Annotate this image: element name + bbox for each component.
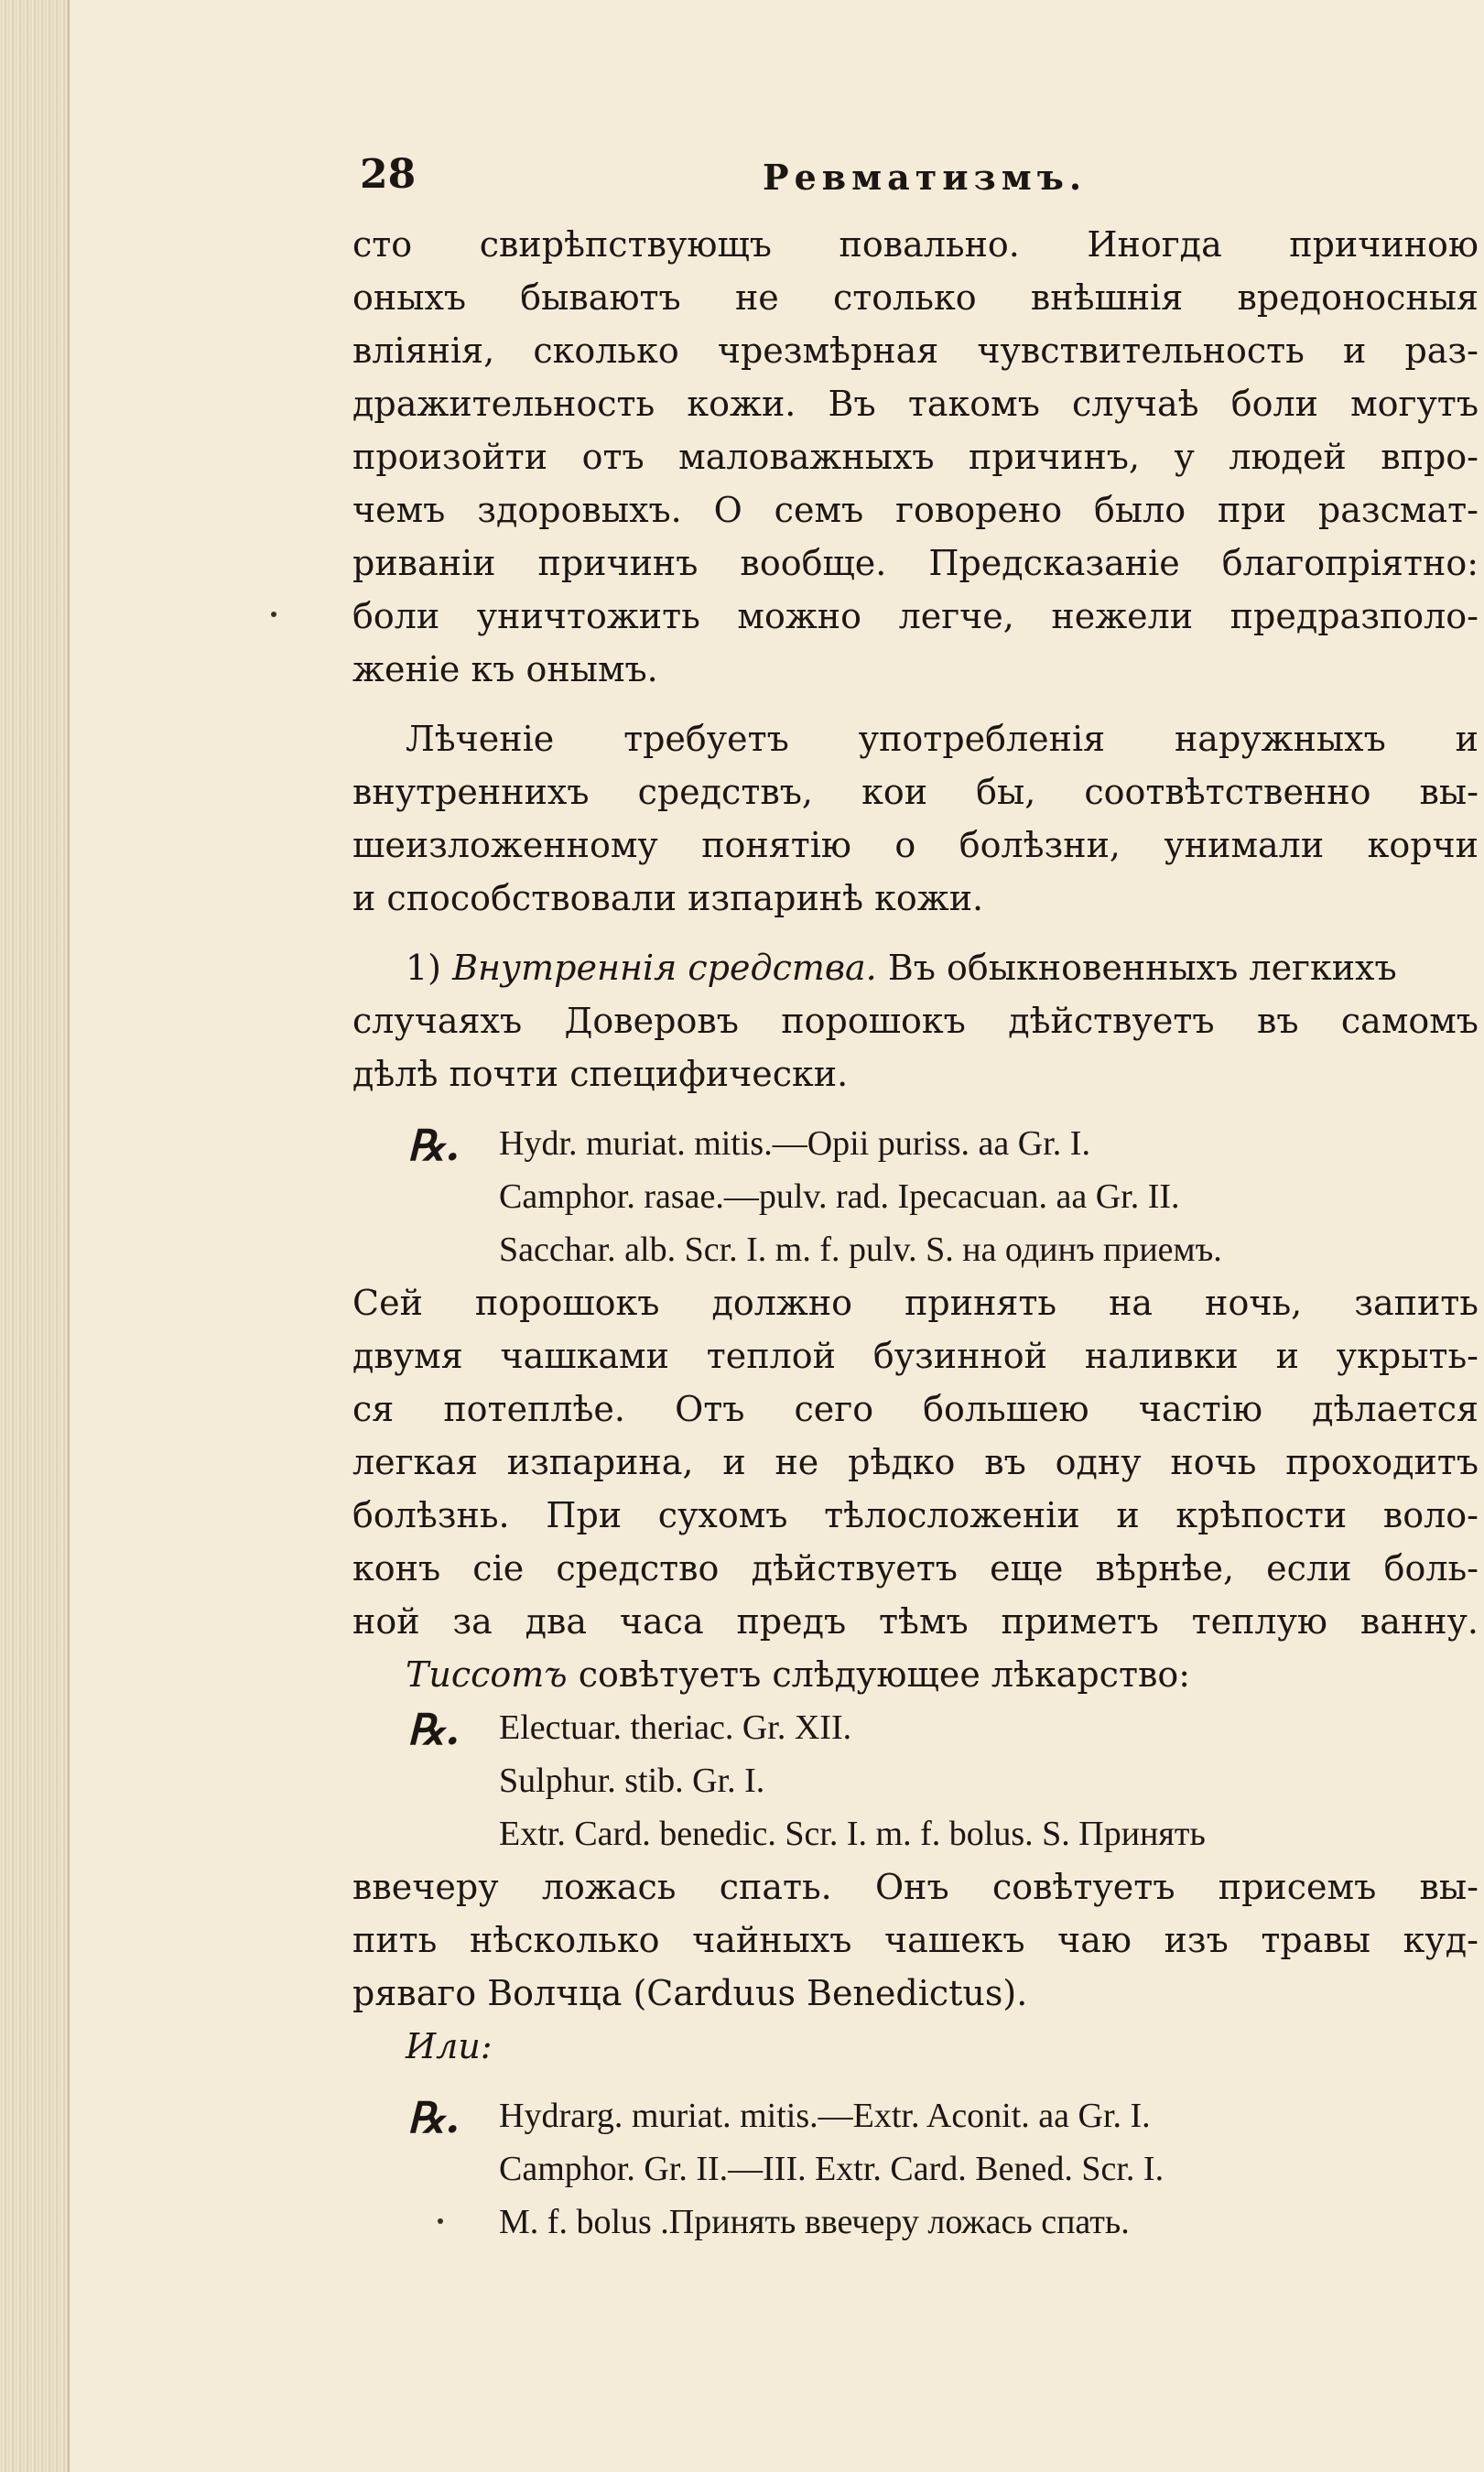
text-line: произойти отъ маловажныхъ причинъ, у людей впро- xyxy=(352,437,1479,477)
recipe-text: Camphor. Gr. II.—III. Extr. Card. Bened. Scr. I. xyxy=(499,2150,1164,2188)
text-line: ся потеплѣе. Отъ сего большею частію дѣлается xyxy=(352,1389,1479,1429)
text-line: ввечеру ложась спать. Онъ совѣтуетъ присемъ вы- xyxy=(352,1867,1479,1907)
ink-speck xyxy=(271,612,276,617)
text-line: и способствовали изпаринѣ кожи. xyxy=(352,878,984,918)
text-line: женіе къ онымъ. xyxy=(352,649,658,689)
text-line: Сей порошокъ должно принять на ночь, запить xyxy=(352,1283,1479,1323)
text-line: шеизложенному понятію о болѣзни, унимали корчи xyxy=(352,825,1479,865)
recipe-line xyxy=(352,2089,1479,2142)
recipe-line xyxy=(352,2196,1479,2249)
recipe-text: Electuar. theriac. Gr. XII. xyxy=(499,1708,852,1747)
recipe-text: Hydr. muriat. mitis.—Opii puriss. aa Gr. I. xyxy=(499,1124,1090,1163)
text-line: болѣзнь. При сухомъ тѣлосложеніи и крѣпости воло- xyxy=(352,1495,1479,1535)
recipe-text: Extr. Card. benedic. Scr. I. m. f. bolus. S. Принять xyxy=(499,1815,1206,1853)
text-line: риваніи причинъ вообще. Предсказаніе благопріятно: xyxy=(352,543,1479,583)
text-line: боли уничтожить можно легче, нежели предразполо- xyxy=(352,596,1479,636)
list-number: 1) xyxy=(406,948,453,988)
recipe-line xyxy=(352,2142,1479,2196)
text-line: внутреннихъ средствъ, кои бы, соотвѣтственно вы- xyxy=(352,772,1479,812)
recipe-line xyxy=(352,1223,1479,1276)
book-page xyxy=(352,137,1484,2426)
recipe-symbol: ℞. xyxy=(407,2093,460,2142)
text-line: случаяхъ Доверовъ порошокъ дѣйствуетъ въ самомъ xyxy=(352,1001,1479,1041)
text-line: Лѣченіе требуетъ употребленія наружныхъ и xyxy=(406,719,1479,759)
recipe-text: Sulphur. stib. Gr. I. xyxy=(499,1762,765,1800)
text-line: дражительность кожи. Въ такомъ случаѣ боли могутъ xyxy=(352,384,1479,424)
recipe-text: Sacchar. alb. Scr. I. m. f. pulv. S. на одинъ приемъ. xyxy=(499,1231,1222,1269)
text-line: оныхъ бываютъ не столько внѣшнія вредоносныя xyxy=(352,277,1479,318)
running-title: Ревматизмъ. xyxy=(763,157,1088,198)
text-line: двумя чашками теплой бузинной наливки и укрыть- xyxy=(352,1336,1479,1376)
text-line: вліянія, сколько чрезмѣрная чувствительность и раз- xyxy=(352,331,1479,371)
page-header xyxy=(360,151,1458,206)
recipe-text: Hydrarg. muriat. mitis.—Extr. Aconit. aa Gr. I. xyxy=(499,2097,1151,2135)
text-line: дѣлѣ почти специфически. xyxy=(352,1054,849,1094)
text-line: ряваго Волчца (Carduus Benedictus). xyxy=(352,1973,1028,2013)
recipe-text: M. f. bolus .Принять ввечеру ложась спать. xyxy=(499,2203,1130,2241)
text-fragment: Въ обыкновенныхъ легкихъ xyxy=(876,948,1397,988)
text-line: сто свирѣпствующъ повально. Иногда причиною xyxy=(352,224,1479,265)
text-line xyxy=(352,1648,1479,1701)
recipe-text: Camphor. rasae.—pulv. rad. Ipecacuan. aa Gr. II. xyxy=(499,1177,1180,1216)
text-line: чемъ здоровыхъ. О семъ говорено было при разсмат- xyxy=(352,490,1479,530)
text-line: пить нѣсколько чайныхъ чашекъ чаю изъ травы куд- xyxy=(352,1920,1479,1960)
text-line: ной за два часа предъ тѣмъ приметъ теплую ванну. xyxy=(352,1601,1479,1642)
recipe-line xyxy=(352,1170,1479,1223)
text-line xyxy=(352,941,1479,994)
book-spine-edge xyxy=(0,0,70,2472)
text-line: легкая изпарина, и не рѣдко въ одну ночь проходитъ xyxy=(352,1442,1479,1482)
text-line: конъ сіе средство дѣйствуетъ еще вѣрнѣе, если боль- xyxy=(352,1548,1479,1588)
ink-speck xyxy=(438,2218,443,2224)
recipe-line xyxy=(352,1754,1479,1807)
text-line: Или: xyxy=(406,2026,493,2066)
author-name: Тиссотъ xyxy=(406,1654,568,1695)
recipe-symbol: ℞. xyxy=(407,1121,460,1170)
section-heading: Внутреннія средства. xyxy=(452,948,877,988)
recipe-line xyxy=(352,1117,1479,1170)
recipe-symbol: ℞. xyxy=(407,1705,460,1754)
body-text xyxy=(352,218,1479,2249)
recipe-line xyxy=(352,1807,1479,1860)
text-fragment: совѣтуетъ слѣдующее лѣкарство: xyxy=(567,1654,1191,1695)
recipe-line xyxy=(352,1701,1479,1754)
page-number: 28 xyxy=(360,151,417,198)
